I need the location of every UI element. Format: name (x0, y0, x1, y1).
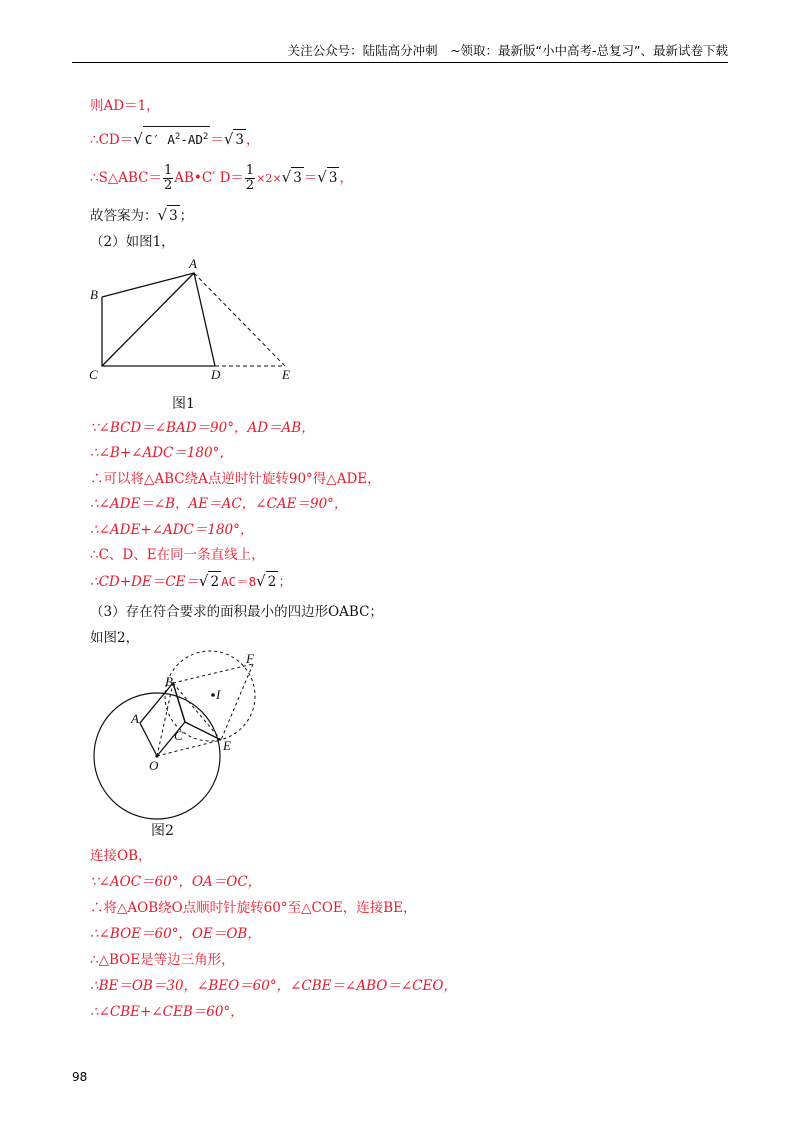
sqrt3-b: 3 (327, 167, 340, 188)
text-line-5: （2）如图1， (90, 234, 175, 250)
label-E: E (282, 367, 290, 382)
label-F2: F (246, 651, 254, 666)
radicand-ca: C′ A (144, 132, 175, 148)
page-number: 98 (72, 1070, 88, 1084)
fraction-half-1: $\frac{1}{2}$ (163, 163, 173, 193)
comma-2: ， (339, 170, 353, 186)
text-line-10: ∴∠ADE+∠ADC＝180°， (90, 522, 254, 538)
text-line-7: ∴∠B+∠ADC＝180°， (90, 445, 233, 461)
text-line-2: ∴CD＝√ C′ $A^2-AD^2$ ＝√ 3 ， (90, 126, 260, 150)
text-line-17: ∴将△AOB绕O点顺时针旋转60°至△COE，连接BE， (90, 900, 417, 916)
text-line-12: ∴CD+DE＝CE＝√ 2 AC＝8√ 2 ； (90, 572, 292, 590)
sqrt2-a: 2 (208, 571, 221, 592)
text-line-9: ∴∠ADE＝∠B，AE＝AC，∠CAE＝90°， (90, 496, 348, 512)
text-line-6: ∵∠BCD＝∠BAD＝90°，AD＝AB， (90, 420, 315, 436)
segment-bf (173, 664, 253, 683)
text-line-11: ∴C、D、E在同一条直线上， (90, 547, 265, 563)
label-A: A (189, 256, 197, 271)
segment-ce (185, 722, 221, 740)
text-line-15: 连接OB， (90, 848, 152, 864)
segment-oe (157, 740, 221, 756)
label-B: B (90, 287, 98, 302)
segment-ac (102, 273, 194, 366)
sqrt3-result: 3 (233, 129, 246, 150)
text-line-13: （3）存在符合要求的面积最小的四边形OABC； (90, 604, 383, 620)
radicand-ad: -AD (180, 132, 203, 148)
segment-ae (194, 273, 285, 366)
sqrt2-b: 2 (266, 571, 279, 592)
ab-cd: AB•C′ D＝ (174, 170, 244, 186)
text-line-1: 则AD＝1， (90, 98, 160, 114)
label-E2: E (223, 738, 231, 753)
label-O2: O (149, 758, 159, 773)
segment-bc (173, 683, 185, 722)
cd-de-ce: ∴CD+DE＝CE＝ (90, 574, 199, 590)
label-C2: C (174, 728, 183, 743)
segment-fe (221, 664, 253, 740)
label-B2: B (165, 674, 173, 689)
text-line-3: ∴S△ABC＝ $\frac{1}{2}$ AB•C′ D＝ $\frac{1}{2}$ ×2×√ 3 ＝√ 3 ， (90, 163, 353, 193)
quadrilateral-abcd (102, 273, 215, 366)
label-A2: A (131, 711, 139, 726)
sqrt3-a: 3 (291, 167, 304, 188)
figure-2-diagram (85, 650, 270, 822)
text-line-21: ∴∠CBE+∠CEB＝60°， (90, 1004, 244, 1020)
semicolon-2: ； (278, 574, 292, 590)
center-i-dot (211, 693, 215, 697)
answer-sqrt3: 3 (167, 205, 180, 226)
semicolon: ； (179, 208, 194, 224)
text-line-14: 如图2， (90, 630, 140, 646)
equals-sign: ＝ (210, 132, 224, 149)
equals-sign-2: ＝ (303, 170, 318, 186)
text-line-16: ∵∠AOC＝60°，OA＝OC， (90, 874, 262, 890)
ac-equals-8: AC＝8 (221, 574, 257, 589)
figure-2-caption: 图2 (151, 823, 174, 839)
label-I2: I (216, 687, 221, 702)
answer-label: 故答案为： (90, 208, 158, 224)
page-header: 关注公众号：陆陆高分冲刺 ~领取：最新版“小中高考-总复习”、最新试卷下载 (72, 40, 728, 63)
label-C: C (89, 367, 98, 382)
text-line-20: ∴BE＝OB＝30，∠BEO＝60°，∠CBE＝∠ABO＝∠CEO， (90, 978, 457, 994)
figure-1-caption: 图1 (172, 396, 195, 412)
label-D: D (211, 367, 221, 382)
text-line-19: ∴△BOE是等边三角形， (90, 952, 235, 968)
area-label: ∴S△ABC＝ (90, 170, 162, 186)
figure-1-diagram (85, 255, 315, 385)
text-line-4: 故答案为：√ 3 ； (90, 206, 194, 224)
fraction-half-2: $\frac{1}{2}$ (245, 163, 255, 193)
text-line-18: ∴∠BOE＝60°，OE＝OB， (90, 926, 261, 942)
text-line-8: ∴可以将△ABC绕A点逆时针旋转90°得△ADE， (90, 471, 381, 487)
cd-equals: ∴CD＝ (90, 132, 134, 149)
comma: ， (246, 132, 260, 149)
times-two: ×2× (256, 172, 282, 185)
